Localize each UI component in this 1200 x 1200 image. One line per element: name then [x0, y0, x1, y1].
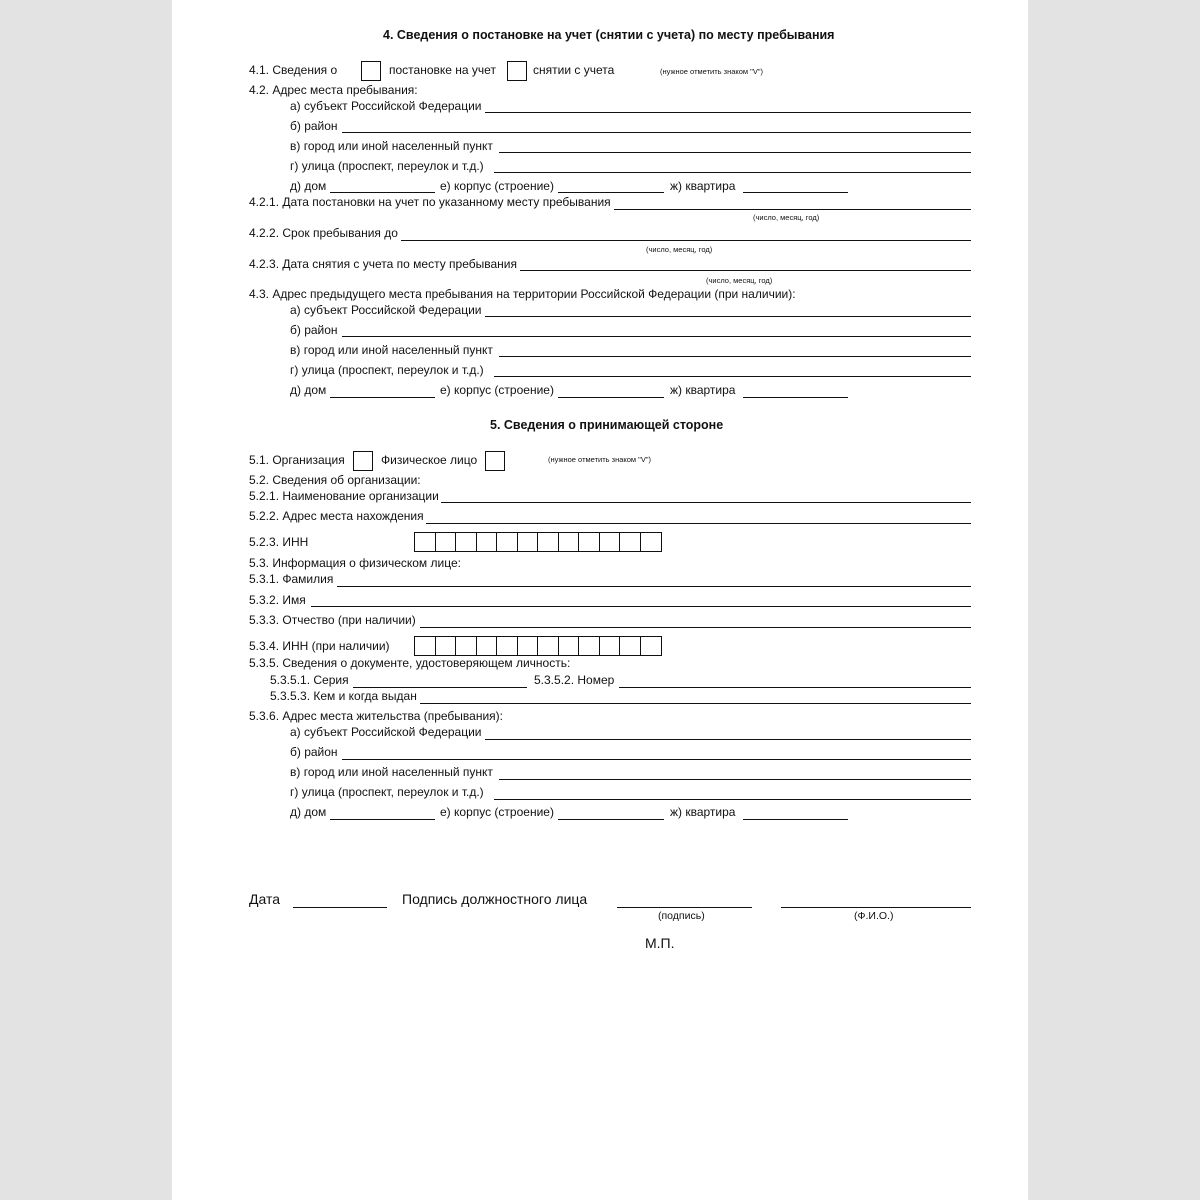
- q41-option-deregister: снятии с учета: [533, 63, 615, 77]
- q51-note: (нужное отметить знаком "V"): [548, 455, 651, 464]
- inn-cell[interactable]: [538, 637, 559, 655]
- section-5-title: 5. Сведения о принимающей стороне: [490, 418, 724, 432]
- addr3-city-field[interactable]: [499, 779, 971, 780]
- addr2-building-label: е) корпус (строение): [440, 383, 554, 397]
- addr1-apt-field[interactable]: [743, 192, 848, 193]
- q531-field[interactable]: [337, 586, 971, 587]
- q422-label: 4.2.2. Срок пребывания до: [249, 226, 398, 240]
- addr1-subject-label: а) субъект Российской Федерации: [290, 99, 482, 113]
- addr3-subject-label: а) субъект Российской Федерации: [290, 725, 482, 739]
- inn-cell[interactable]: [641, 637, 662, 655]
- addr1-city-label: в) город или иной населенный пункт: [290, 139, 493, 153]
- addr3-house-field[interactable]: [330, 819, 435, 820]
- addr1-building-field[interactable]: [558, 192, 664, 193]
- q53-label: 5.3. Информация о физическом лице:: [249, 556, 461, 570]
- q534-inn-cells[interactable]: [414, 636, 662, 656]
- addr1-street-field[interactable]: [494, 172, 971, 173]
- inn-cell[interactable]: [497, 637, 518, 655]
- inn-cell[interactable]: [579, 533, 600, 551]
- q41-checkbox-register[interactable]: [361, 61, 381, 81]
- addr2-street-field[interactable]: [494, 376, 971, 377]
- q423-label: 4.2.3. Дата снятия с учета по месту пребывания: [249, 257, 517, 271]
- q521-label: 5.2.1. Наименование организации: [249, 489, 439, 503]
- addr3-street-field[interactable]: [494, 799, 971, 800]
- inn-cell[interactable]: [600, 533, 621, 551]
- footer-name-field[interactable]: [781, 907, 971, 908]
- inn-cell[interactable]: [620, 637, 641, 655]
- q5353-label: 5.3.5.3. Кем и когда выдан: [270, 689, 417, 703]
- q533-label: 5.3.3. Отчество (при наличии): [249, 613, 416, 627]
- addr1-district-field[interactable]: [342, 132, 971, 133]
- addr2-subject-field[interactable]: [485, 316, 971, 317]
- addr1-subject-field[interactable]: [485, 112, 971, 113]
- addr3-building-field[interactable]: [558, 819, 664, 820]
- addr2-building-field[interactable]: [558, 397, 664, 398]
- addr1-house-field[interactable]: [330, 192, 435, 193]
- addr3-building-label: е) корпус (строение): [440, 805, 554, 819]
- inn-cell[interactable]: [456, 637, 477, 655]
- q532-label: 5.3.2. Имя: [249, 593, 306, 607]
- inn-cell[interactable]: [518, 533, 539, 551]
- section-4-title: 4. Сведения о постановке на учет (снятии с учета) по месту пребывания: [383, 28, 835, 42]
- q532-field[interactable]: [311, 606, 971, 607]
- addr1-building-label: е) корпус (строение): [440, 179, 554, 193]
- q51-checkbox-org[interactable]: [353, 451, 373, 471]
- q534-label: 5.3.4. ИНН (при наличии): [249, 639, 390, 653]
- addr3-street-label: г) улица (проспект, переулок и т.д.): [290, 785, 484, 799]
- q423-field[interactable]: [520, 270, 971, 271]
- q421-field[interactable]: [614, 209, 971, 210]
- addr1-district-label: б) район: [290, 119, 338, 133]
- inn-cell[interactable]: [620, 533, 641, 551]
- q41-checkbox-deregister[interactable]: [507, 61, 527, 81]
- inn-cell[interactable]: [559, 637, 580, 655]
- addr2-street-label: г) улица (проспект, переулок и т.д.): [290, 363, 484, 377]
- inn-cell[interactable]: [559, 533, 580, 551]
- footer-signature-note: (подпись): [658, 910, 705, 922]
- document-page: [172, 0, 1028, 1200]
- q51-org-label: 5.1. Организация: [249, 453, 345, 467]
- q5353-field[interactable]: [420, 703, 971, 704]
- inn-cell[interactable]: [579, 637, 600, 655]
- q531-label: 5.3.1. Фамилия: [249, 572, 334, 586]
- q5352-field[interactable]: [619, 687, 971, 688]
- addr2-city-field[interactable]: [499, 356, 971, 357]
- footer-name-note: (Ф.И.О.): [854, 910, 894, 922]
- q521-field[interactable]: [441, 502, 971, 503]
- inn-cell[interactable]: [477, 533, 498, 551]
- q51-checkbox-person[interactable]: [485, 451, 505, 471]
- q51-person-label: Физическое лицо: [381, 453, 478, 467]
- q535-label: 5.3.5. Сведения о документе, удостоверяющем личность:: [249, 656, 571, 670]
- q421-label: 4.2.1. Дата постановки на учет по указанному месту пребывания: [249, 195, 611, 209]
- addr3-apt-field[interactable]: [743, 819, 848, 820]
- addr1-apt-label: ж) квартира: [670, 179, 736, 193]
- inn-cell[interactable]: [436, 637, 457, 655]
- inn-cell[interactable]: [477, 637, 498, 655]
- addr2-apt-field[interactable]: [743, 397, 848, 398]
- inn-cell[interactable]: [641, 533, 662, 551]
- q421-note: (число, месяц, год): [753, 213, 820, 222]
- q42-label: 4.2. Адрес места пребывания:: [249, 83, 418, 97]
- addr2-apt-label: ж) квартира: [670, 383, 736, 397]
- q5351-field[interactable]: [353, 687, 527, 688]
- footer-date-label: Дата: [249, 891, 281, 907]
- footer-signature-field[interactable]: [617, 907, 752, 908]
- q41-note: (нужное отметить знаком "V"): [660, 67, 763, 76]
- q523-inn-cells[interactable]: [414, 532, 662, 552]
- addr2-house-label: д) дом: [290, 383, 327, 397]
- addr3-subject-field[interactable]: [485, 739, 971, 740]
- q523-label: 5.2.3. ИНН: [249, 535, 309, 549]
- inn-cell[interactable]: [456, 533, 477, 551]
- footer-date-field[interactable]: [293, 907, 387, 908]
- q5352-label: 5.3.5.2. Номер: [534, 673, 615, 687]
- q43-label: 4.3. Адрес предыдущего места пребывания на территории Российской Федерации (при наличии):: [249, 287, 796, 301]
- inn-cell[interactable]: [518, 637, 539, 655]
- footer-signature-label: Подпись должностного лица: [402, 891, 588, 907]
- q41-option-register: постановке на учет: [389, 63, 496, 77]
- q41-label: 4.1. Сведения о: [249, 63, 338, 77]
- addr2-city-label: в) город или иной населенный пункт: [290, 343, 493, 357]
- addr3-city-label: в) город или иной населенный пункт: [290, 765, 493, 779]
- inn-cell[interactable]: [436, 533, 457, 551]
- q5351-label: 5.3.5.1. Серия: [270, 673, 349, 687]
- q52-label: 5.2. Сведения об организации:: [249, 473, 421, 487]
- addr3-district-label: б) район: [290, 745, 338, 759]
- q533-field[interactable]: [420, 627, 971, 628]
- inn-cell[interactable]: [600, 637, 621, 655]
- inn-cell[interactable]: [538, 533, 559, 551]
- addr1-street-label: г) улица (проспект, переулок и т.д.): [290, 159, 484, 173]
- q422-note: (число, месяц, год): [646, 245, 713, 254]
- inn-cell[interactable]: [415, 637, 436, 655]
- addr3-house-label: д) дом: [290, 805, 327, 819]
- footer-stamp-label: М.П.: [645, 935, 675, 951]
- q522-field[interactable]: [426, 523, 971, 524]
- addr2-house-field[interactable]: [330, 397, 435, 398]
- q522-label: 5.2.2. Адрес места нахождения: [249, 509, 424, 523]
- q536-label: 5.3.6. Адрес места жительства (пребывания):: [249, 709, 503, 723]
- inn-cell[interactable]: [497, 533, 518, 551]
- q423-note: (число, месяц, год): [706, 276, 773, 285]
- addr2-subject-label: а) субъект Российской Федерации: [290, 303, 482, 317]
- addr3-apt-label: ж) квартира: [670, 805, 736, 819]
- q422-field[interactable]: [401, 240, 971, 241]
- inn-cell[interactable]: [415, 533, 436, 551]
- addr2-district-label: б) район: [290, 323, 338, 337]
- addr2-district-field[interactable]: [342, 336, 971, 337]
- addr1-house-label: д) дом: [290, 179, 327, 193]
- addr1-city-field[interactable]: [499, 152, 971, 153]
- addr3-district-field[interactable]: [342, 759, 971, 760]
